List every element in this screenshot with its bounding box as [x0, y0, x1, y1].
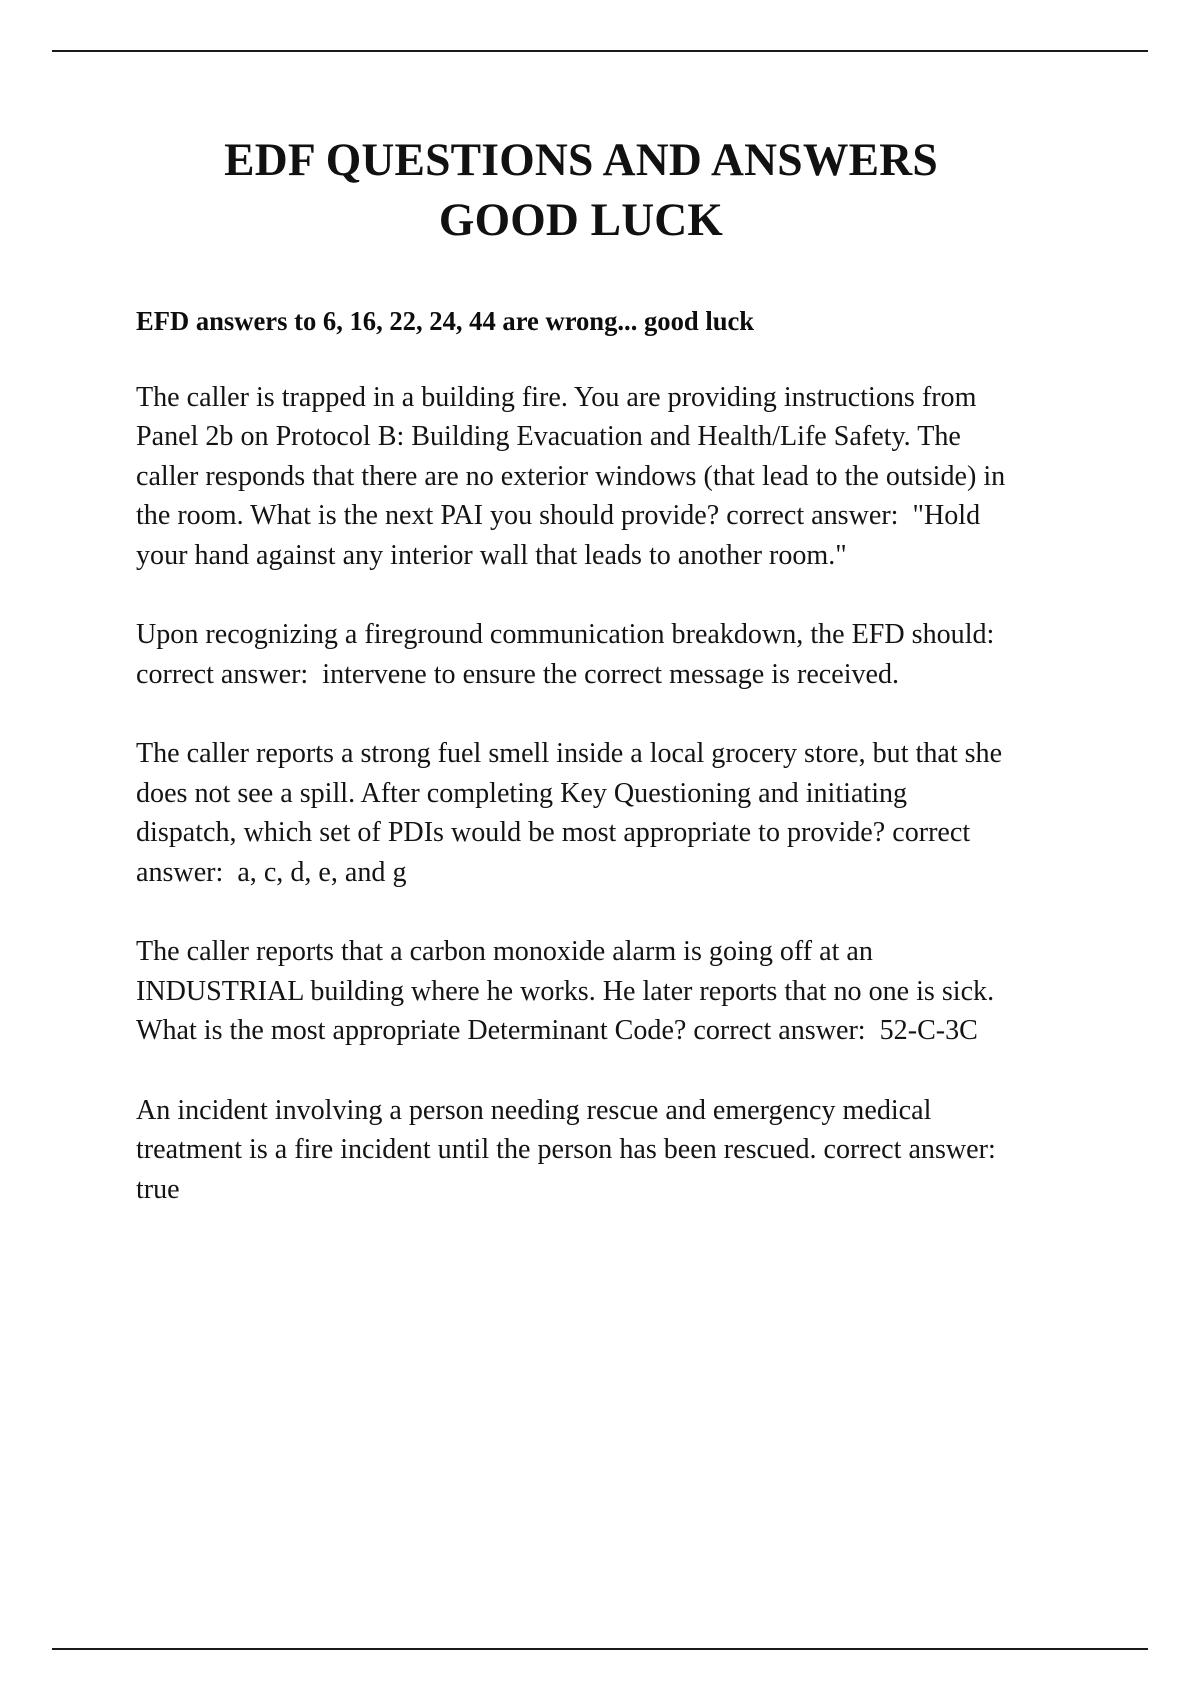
page-title	[149, 130, 1012, 250]
qa-paragraph: An incident involving a person needing rescue and emergency medical treatment is a fire incident until the person has been rescued. correct answer: true	[136, 1094, 1010, 1205]
footer-divider-rule	[52, 1648, 1148, 1650]
qa-paragraph: The caller reports that a carbon monoxide alarm is going off at an INDUSTRIAL building where he works. He later reports that no one is sick. What is the most appropriate Determinant Code? correct answer: 52-C-3C	[136, 936, 1001, 1047]
header-divider-rule	[52, 50, 1148, 52]
qa-paragraph: The caller reports a strong fuel smell inside a local grocery store, but that she does not see a spill. After completing Key Questioning and initiating dispatch, which set of PDIs would be most appropriate to provide? correct answer: a, c, d, e, and g	[136, 738, 1010, 888]
page-title-line-1: EDF QUESTIONS AND ANSWERS	[224, 134, 938, 186]
qa-paragraph: Upon recognizing a fireground communication breakdown, the EFD should: correct answer: intervene to ensure the correct message is received.	[136, 619, 1002, 690]
qa-paragraph-list	[136, 378, 1026, 1210]
document-body	[136, 130, 1026, 1209]
page-title-line-2: GOOD LUCK	[438, 194, 724, 247]
qa-paragraph: The caller is trapped in a building fire. You are providing instructions from Panel 2b on Protocol B: Building Evacuation and Health/Life Safety. The caller responds that there are no exterior windows (that lead to the outside) in the room. What is the next PAI you should provide? correct answer: "Hold your hand against any interior wall that leads to another room."	[136, 381, 1013, 571]
document-subtitle: EFD answers to 6, 16, 22, 24, 44 are wrong... good luck	[136, 306, 755, 337]
